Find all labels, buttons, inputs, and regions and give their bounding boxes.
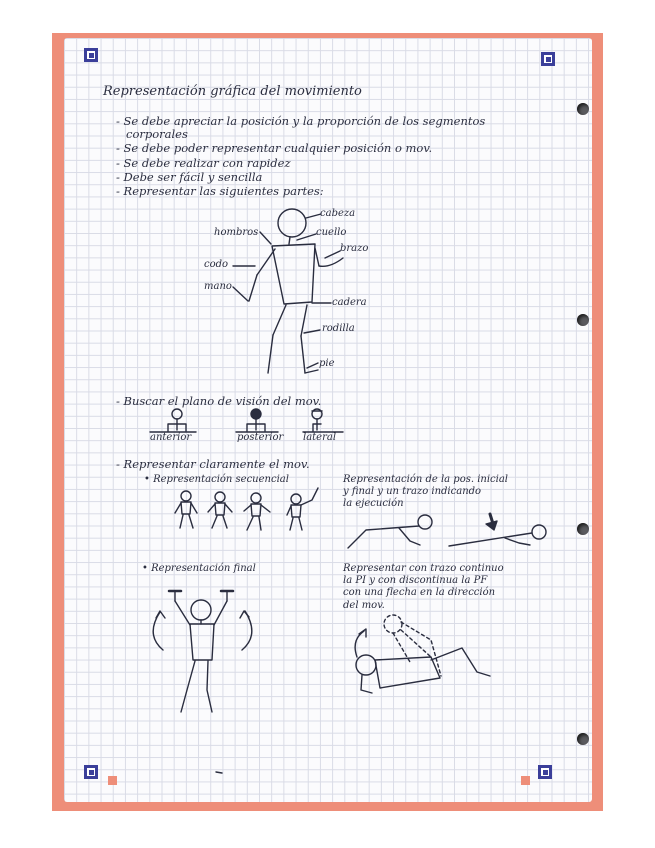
initial-final-label: Representación de la pos. inicial y final y un trazo indicando la ejecución	[343, 474, 508, 510]
view-figure-posterior	[236, 409, 278, 432]
bullet-1-cont: corporales	[126, 127, 188, 141]
label-cuello: cuello	[316, 227, 347, 238]
label-pie: pie	[319, 358, 335, 369]
view-figure-anterior	[150, 409, 196, 432]
sequential-figures	[175, 488, 318, 530]
continuous-figure	[355, 615, 490, 693]
bottom-mark	[216, 772, 222, 773]
clarity-heading: - Representar claramente el mov.	[116, 457, 310, 471]
label-mano: mano	[204, 281, 232, 292]
vision-plane-heading: - Buscar el plano de visión del mov.	[116, 394, 322, 408]
label-brazo: brazo	[340, 243, 369, 254]
view-label-posterior: posterior	[237, 432, 284, 443]
bullet-1: - Se debe apreciar la posición y la proporción de los segmentos	[116, 114, 486, 128]
page-title: Representación gráfica del movimiento	[103, 84, 362, 99]
label-rodilla: rodilla	[322, 323, 355, 334]
label-hombros: hombros	[214, 227, 259, 238]
final-rep-figure	[153, 591, 252, 712]
bullet-4: - Debe ser fácil y sencilla	[116, 170, 263, 184]
bullet-3: - Se debe realizar con rapidez	[116, 156, 291, 170]
main-stick-figure	[233, 209, 343, 373]
label-cabeza: cabeza	[320, 208, 356, 219]
view-label-anterior: anterior	[150, 432, 192, 443]
view-figure-lateral	[303, 409, 343, 432]
initial-final-figures	[348, 514, 546, 548]
final-rep-label: • Representación final	[142, 563, 256, 574]
continuous-label: Representar con trazo continuo la PI y con discontinua la PF con una flecha en la dirección del mov.	[343, 563, 504, 611]
view-label-lateral: lateral	[303, 432, 337, 443]
label-cadera: cadera	[332, 297, 367, 308]
sequential-label: • Representación secuencial	[144, 474, 289, 485]
label-codo: codo	[204, 259, 229, 270]
bullet-2: - Se debe poder representar cualquier posición o mov.	[116, 141, 433, 155]
bullet-5: - Representar las siguientes partes:	[116, 184, 324, 198]
